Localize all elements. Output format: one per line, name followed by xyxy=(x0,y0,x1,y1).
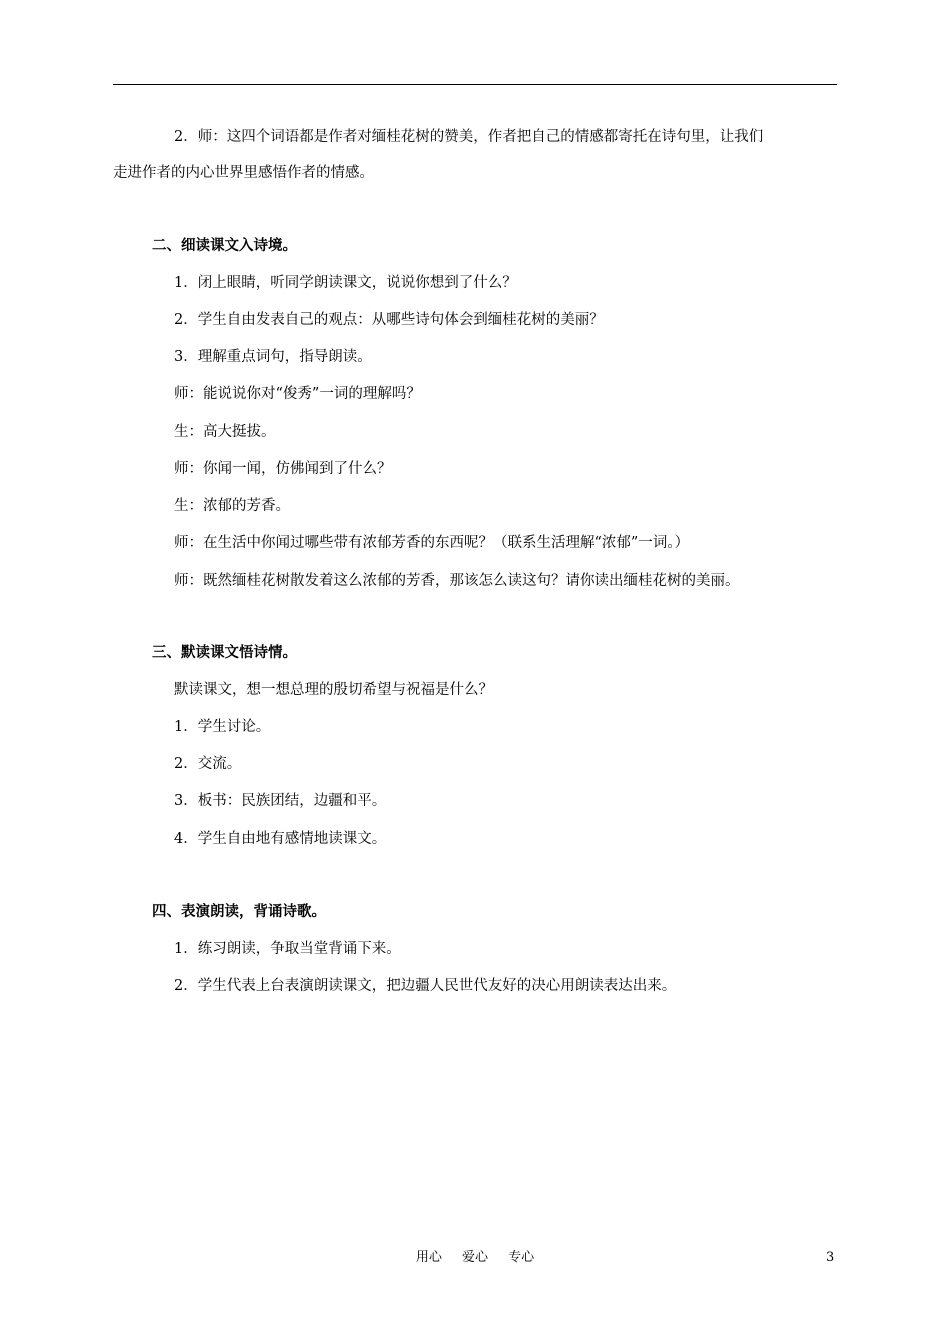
paragraph-line: 生：高大挺拔。 xyxy=(174,424,276,440)
footer-word: 爱心 xyxy=(461,1250,488,1265)
paragraph-line: 师：在生活中你闻过哪些带有浓郁芳香的东西呢？（联系生活理解“浓郁”一词。） xyxy=(174,535,690,551)
paragraph-line: 4．学生自由地有感情地读课文。 xyxy=(174,831,387,847)
paragraph-line: 师：既然缅桂花树散发着这么浓郁的芳香，那该怎么读这句？请你读出缅桂花树的美丽。 xyxy=(174,573,740,589)
paragraph-line: 1．学生讨论。 xyxy=(174,719,271,735)
paragraph-line: 3．板书：民族团结，边疆和平。 xyxy=(174,793,387,809)
section-heading: 三、默读课文悟诗情。 xyxy=(152,645,297,661)
paragraph-line: 师：能说说你对“俊秀”一词的理解吗？ xyxy=(174,386,421,402)
footer-word: 用心 xyxy=(415,1250,442,1265)
header-rule xyxy=(113,84,837,85)
section-heading: 四、表演朗读，背诵诗歌。 xyxy=(152,904,326,920)
paragraph-line: 生：浓郁的芳香。 xyxy=(174,498,290,514)
page-number: 3 xyxy=(826,1250,835,1265)
paragraph-line: 2．交流。 xyxy=(174,756,242,772)
paragraph-line: 2．学生代表上台表演朗读课文，把边疆人民世代友好的决心用朗读表达出来。 xyxy=(174,978,677,994)
paragraph-line: 3．理解重点词句，指导朗读。 xyxy=(174,349,372,365)
footer-motto xyxy=(0,1249,950,1267)
paragraph-line: 2．师：这四个词语都是作者对缅桂花树的赞美，作者把自己的情感都寄托在诗句里，让我们 xyxy=(174,129,764,145)
paragraph-line: 1．闭上眼睛，听同学朗读课文，说说你想到了什么？ xyxy=(174,275,517,291)
footer-word: 专心 xyxy=(508,1250,535,1265)
paragraph-line: 走进作者的内心世界里感悟作者的情感。 xyxy=(113,165,374,181)
paragraph-line: 默读课文，想一想总理的殷切希望与祝福是什么？ xyxy=(174,682,493,698)
paragraph-line: 2．学生自由发表自己的观点：从哪些诗句体会到缅桂花树的美丽？ xyxy=(174,312,604,328)
paragraph-line: 师：你闻一闻，仿佛闻到了什么？ xyxy=(174,461,392,477)
section-heading: 二、细读课文入诗境。 xyxy=(152,238,297,254)
paragraph-line: 1．练习朗读，争取当堂背诵下来。 xyxy=(174,941,401,957)
